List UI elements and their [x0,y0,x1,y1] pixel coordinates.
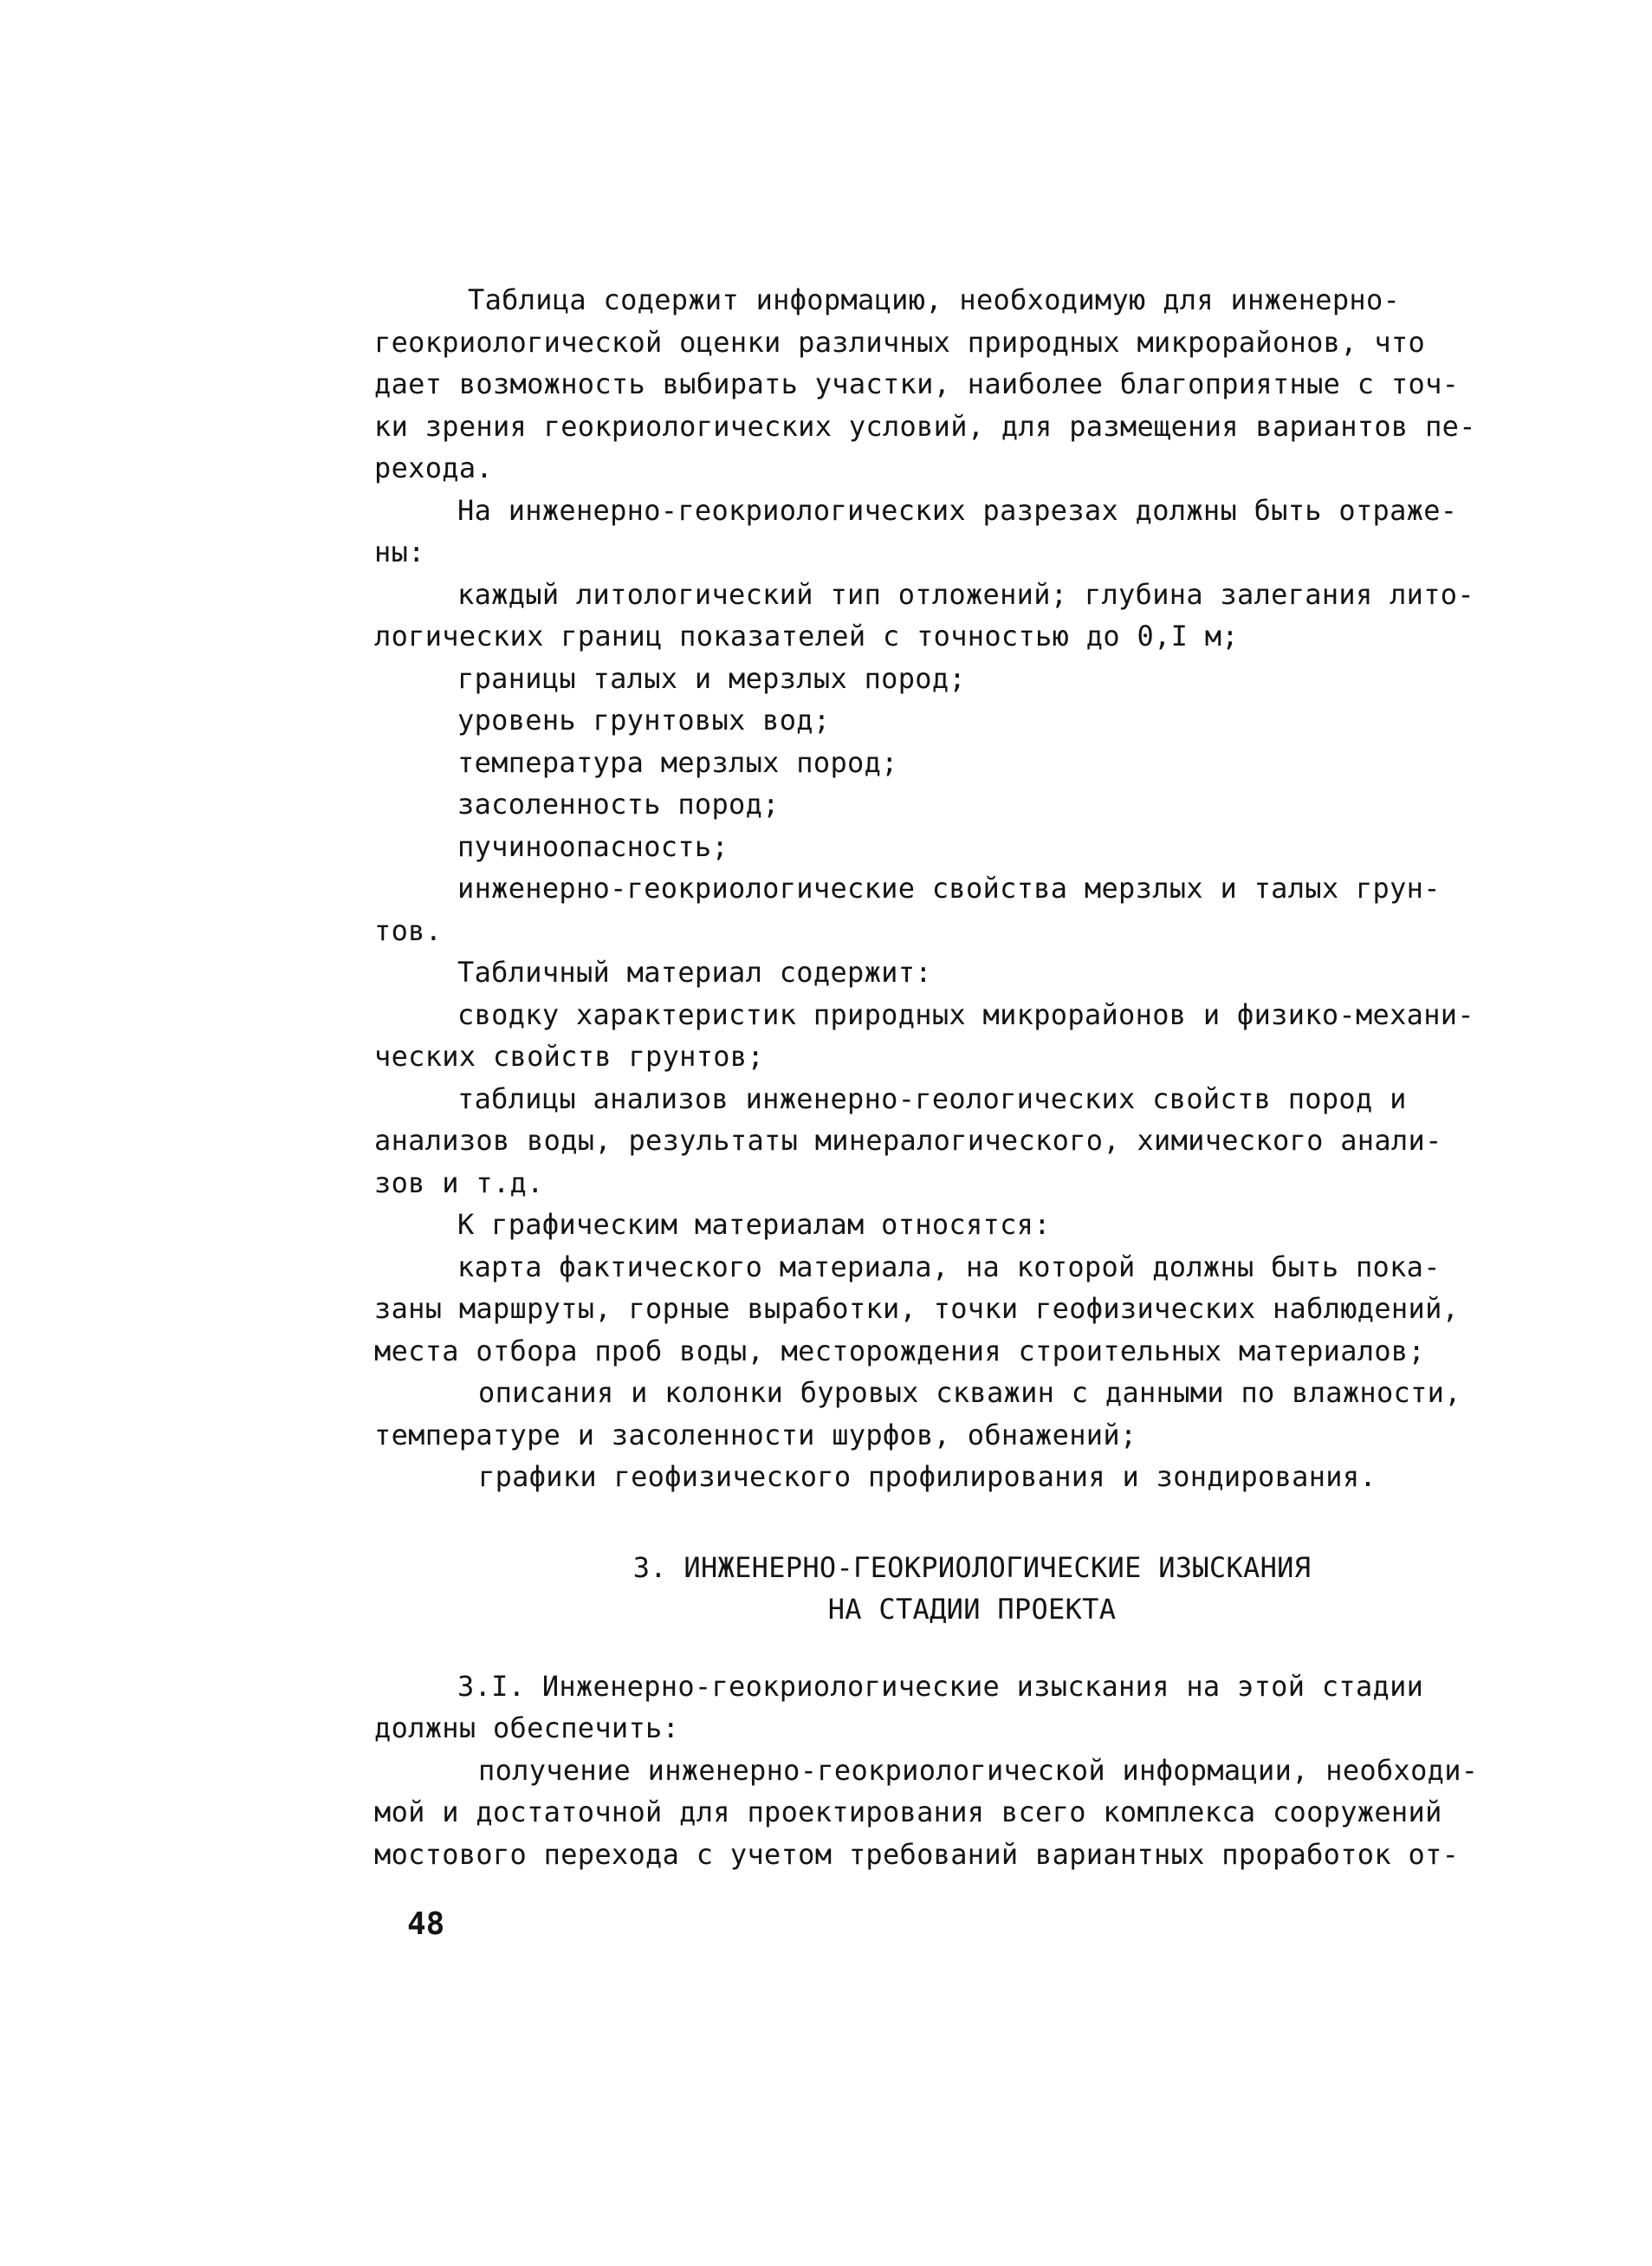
section-gap [374,1631,1466,1665]
list-item: температура мерзлых пород; [457,745,898,779]
text-line: Табличный материал содержит: [457,956,932,989]
text-line: ческих свойств грунтов; [374,1040,765,1073]
list-item: таблицы анализов инженерно-геологических свойств пород и [457,1081,1407,1115]
text-line: анализов воды, результаты минералогического, химического анали- [374,1124,1442,1157]
text-line: На инженерно-геокриологических разрезах должны быть отраже- [457,493,1458,527]
list-item: пучиноопасность; [457,829,729,863]
list-item: уровень грунтовых вод; [457,704,831,737]
text-line: логических границ показателей с точностью до 0,I м; [374,620,1239,653]
text-line: мостового перехода с учетом требований вариантных проработок от- [374,1837,1460,1871]
text-line: дает возможность выбирать участки, наиболее благоприятные с точ- [374,367,1460,400]
list-item: описания и колонки буровых скважин с данными по влажности, [478,1376,1461,1409]
text-line: тов. [374,913,443,947]
text-line: должны обеспечить: [374,1711,680,1744]
text-line: мой и достаточной для проектирования всего комплекса сооружений [374,1795,1442,1828]
text-line: температуре и засоленности шурфов, обнажений; [374,1418,1137,1451]
list-item: карта фактического материала, на которой должны быть пока- [457,1250,1441,1283]
text-line: Таблица содержит информацию, необходимую для инженерно- [468,283,1401,316]
list-item: получение инженерно-геокриологической информации, необходи- [478,1753,1479,1787]
text-line: места отбора проб воды, месторождения строительных материалов; [374,1334,1426,1367]
text-line: ки зрения геокриологических условий, для размещения вариантов пе- [374,409,1476,443]
section-gap [374,1498,1466,1547]
body-text [374,279,1479,1875]
list-item: границы талых и мерзлых пород; [457,661,966,695]
text-line: геокриологической оценки различных природных микрорайонов, что [374,325,1426,359]
list-item: каждый литологический тип отложений; глубина залегания лито- [457,577,1474,611]
text-line: зов и т.д. [374,1165,544,1199]
section-heading: 3. ИНЖЕНЕРНО-ГЕОКРИОЛОГИЧЕСКИЕ ИЗЫСКАНИЯ [632,1550,1312,1584]
text-line: рехода. [374,451,493,484]
list-item: засоленность пород; [457,788,780,821]
text-line: ны: [374,536,425,568]
list-item: инженерно-геокриологические свойства мерзлых и талых грун- [457,872,1441,905]
text-line: 3.I. Инженерно-геокриологические изыскания на этой стадии [457,1669,1424,1703]
text-line: заны маршруты, горные выработки, точки геофизических наблюдений, [374,1292,1460,1325]
list-item: сводку характеристик природных микрорайонов и физико-механи- [457,997,1474,1031]
text-line: К графическим материалам относятся: [457,1208,1051,1241]
list-item: графики геофизического профилирования и зондирования. [478,1460,1377,1493]
page-number: 48 [407,1906,445,1942]
section-heading: НА СТАДИИ ПРОЕКТА [827,1593,1117,1626]
